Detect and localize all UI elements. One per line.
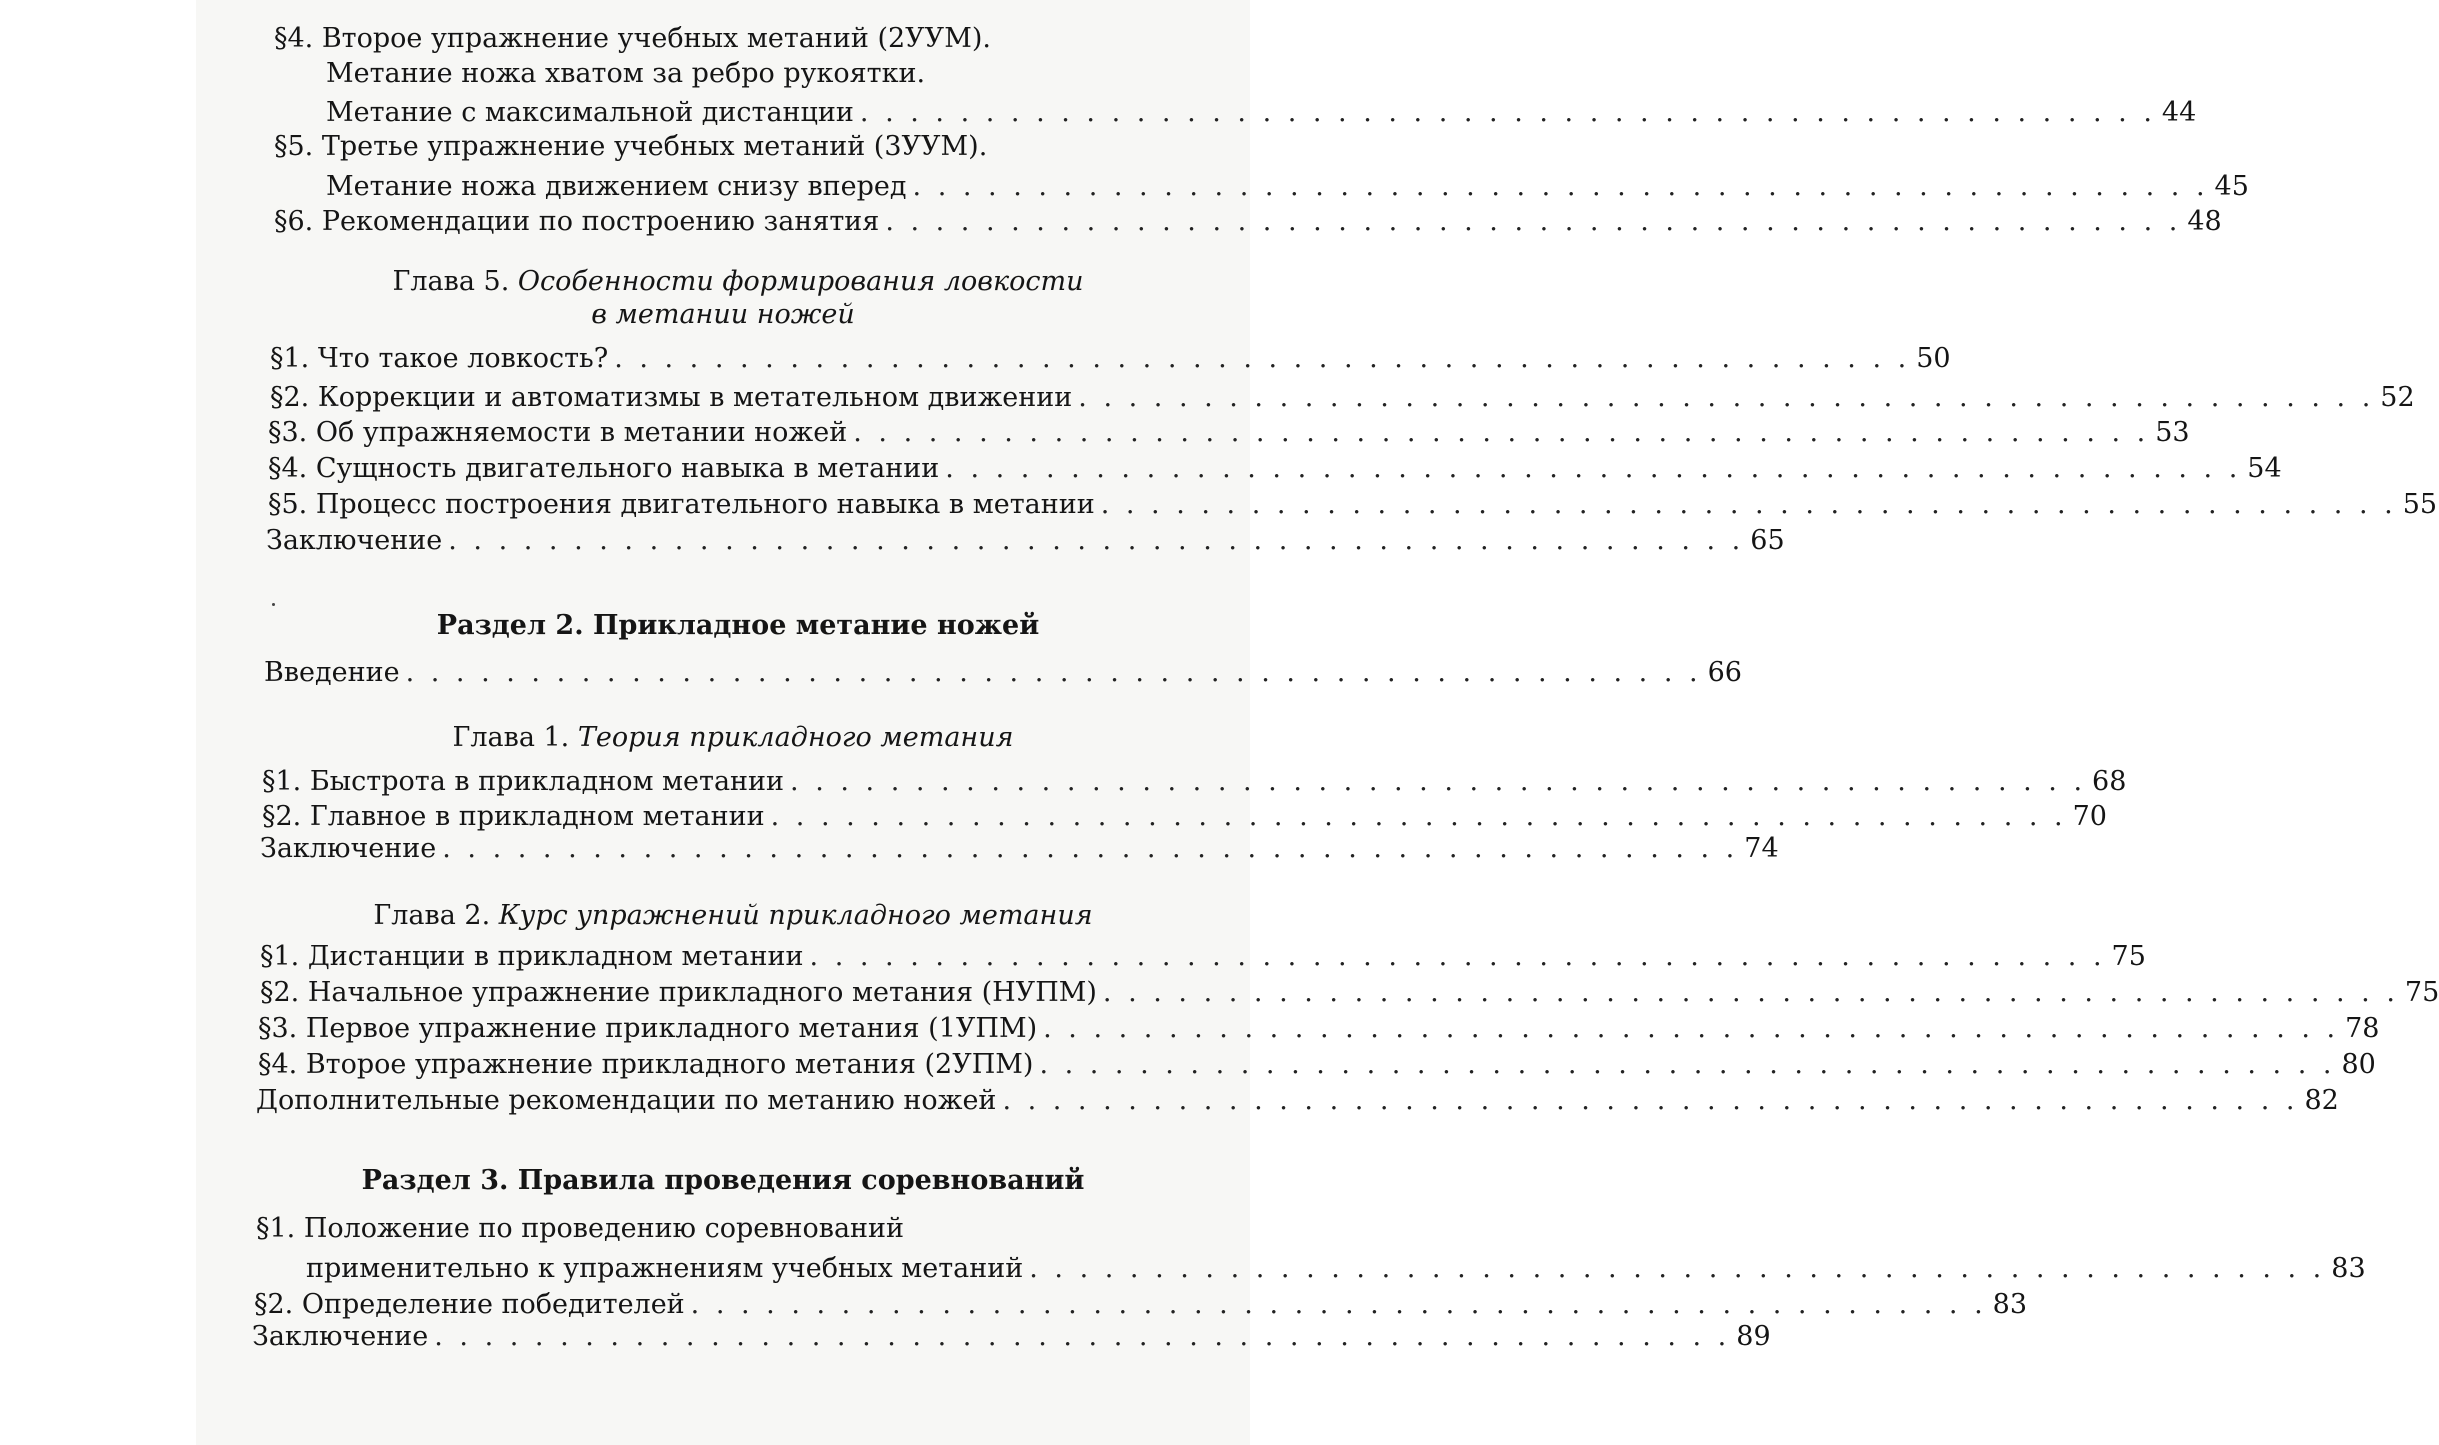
toc-entry	[268, 452, 2282, 486]
toc-entry	[260, 976, 2439, 1010]
toc-page-number: 70	[2072, 801, 2107, 832]
toc-entry-title: §4. Второе упражнение прикладного метания (2УПМ)	[258, 1049, 1034, 1080]
chapter-heading	[211, 265, 1265, 299]
book-page	[196, 0, 2439, 1445]
toc-entry-title: §1. Что такое ловкость?	[270, 343, 609, 374]
leader-dots: . . . . . . . . . . . . . . . . . . . . . . . . . . . . . . . . . . . . . . . . . . . . . . . . . . . .	[1043, 1013, 2340, 1044]
leader-dots: . . . . . . . . . . . . . . . . . . . . . . . . . . . . . . . . . . . . . . . . . . . . . . . . . . . .	[790, 766, 2087, 797]
leader-dots: . . . . . . . . . . . . . . . . . . . . . . . . . . . . . . . . . . . . . . . . . . . . . . . . . . . .	[1100, 489, 2397, 520]
toc-entry	[260, 832, 1779, 866]
toc-entry-line: Метание ножа хватом за ребро рукоятки.	[326, 58, 926, 89]
toc-page-number: 48	[2187, 206, 2222, 237]
toc-entry	[258, 1012, 2380, 1046]
leader-dots: . . . . . . . . . . . . . . . . . . . . . . . . . . . . . . . . . . . . . . . . . . . . . . . . . . . .	[859, 97, 2156, 128]
chapter-heading-line2	[196, 298, 1250, 332]
toc-entry	[268, 488, 2438, 522]
section-heading: Раздел 2. Прикладное метание ножей	[436, 610, 1040, 641]
toc-page-number: 50	[1916, 343, 1951, 374]
toc-entry-title: Заключение	[266, 525, 443, 556]
toc-entry-title: §4. Сущность двигательного навыка в метании	[268, 453, 940, 484]
toc-entry-title: применительно к упражнениям учебных метаний	[306, 1253, 1024, 1284]
leader-dots: . . . . . . . . . . . . . . . . . . . . . . . . . . . . . . . . . . . . . . . . . . . . . . . . . . . .	[434, 1321, 1731, 1352]
toc-page-number: 45	[2214, 171, 2249, 202]
toc-entry-title: §3. Об упражняемости в метании ножей	[268, 417, 848, 448]
toc-page-number: 89	[1736, 1321, 1771, 1352]
toc-entry	[274, 205, 2222, 239]
leader-dots: . . . . . . . . . . . . . . . . . . . . . . . . . . . . . . . . . . . . . . . . . . . . . . . . . . . .	[442, 833, 1739, 864]
toc-entry	[306, 1252, 2366, 1286]
leader-dots: . . . . . . . . . . . . . . . . . . . . . . . . . . . . . . . . . . . . . . . . . . . . . . . . . . . .	[853, 417, 2150, 448]
print-speck	[272, 603, 275, 606]
chapter-title: Особенности формирования ловкости	[517, 266, 1084, 297]
toc-entry-title: §2. Определение победителей	[254, 1289, 685, 1320]
toc-entry	[260, 940, 2146, 974]
chapter-title: Курс упражнений прикладного метания	[498, 900, 1093, 931]
chapter-title: Теория прикладного метания	[577, 722, 1014, 753]
toc-page-number: 44	[2161, 97, 2197, 128]
toc-entry-title: §1. Быстрота в прикладном метании	[262, 766, 785, 797]
toc-entry	[262, 765, 2127, 799]
toc-page-number: 83	[1992, 1289, 2028, 1320]
toc-page-number: 52	[2380, 382, 2415, 413]
toc-entry-title: §1. Дистанции в прикладном метании	[260, 941, 804, 972]
toc-entry	[268, 416, 2190, 450]
toc-page-number: 78	[2345, 1013, 2380, 1044]
chapter-prefix: Глава 5.	[392, 266, 510, 297]
toc-entry-line: §5. Третье упражнение учебных метаний (3УУМ).	[274, 131, 988, 162]
toc-entry-title: Метание ножа движением снизу вперед	[326, 171, 907, 202]
toc-entry	[262, 800, 2107, 834]
toc-entry	[258, 1048, 2376, 1082]
toc-entry	[252, 1320, 1771, 1354]
toc-entry	[264, 656, 1742, 690]
toc-entry-title: Заключение	[260, 833, 437, 864]
leader-dots: . . . . . . . . . . . . . . . . . . . . . . . . . . . . . . . . . . . . . . . . . . . . . . . . . . . .	[770, 801, 2067, 832]
chapter-heading	[206, 899, 1260, 933]
toc-page-number: 53	[2155, 417, 2190, 448]
leader-dots: . . . . . . . . . . . . . . . . . . . . . . . . . . . . . . . . . . . . . . . . . . . . . . . . . . . .	[1078, 382, 2375, 413]
toc-entry-line: §4. Второе упражнение учебных метаний (2УУМ).	[274, 23, 991, 54]
toc-entry-title: Заключение	[252, 1321, 429, 1352]
leader-dots: . . . . . . . . . . . . . . . . . . . . . . . . . . . . . . . . . . . . . . . . . . . . . . . . . . . .	[448, 525, 1745, 556]
toc-page-number: 80	[2341, 1049, 2376, 1080]
leader-dots: . . . . . . . . . . . . . . . . . . . . . . . . . . . . . . . . . . . . . . . . . . . . . . . . . . . .	[912, 171, 2209, 202]
toc-entry-line: §1. Положение по проведению соревнований	[256, 1213, 905, 1244]
toc-entry-title: Дополнительные рекомендации по метанию ножей	[256, 1085, 997, 1116]
toc-page-number: 68	[2092, 766, 2127, 797]
toc-entry	[254, 1288, 2028, 1322]
chapter-prefix: Глава 2.	[373, 900, 491, 931]
chapter-prefix: Глава 1.	[452, 722, 570, 753]
toc-entry-title: §6. Рекомендации по построению занятия	[274, 206, 880, 237]
chapter-title: в метании ножей	[591, 299, 855, 330]
toc-page-number: 66	[1707, 657, 1742, 688]
toc-page-number: 74	[1744, 833, 1779, 864]
toc-page-number: 83	[2331, 1253, 2366, 1284]
toc-entry-title: §2. Коррекции и автоматизмы в метательном движении	[270, 382, 1073, 413]
toc-entry	[256, 1084, 2339, 1118]
leader-dots: . . . . . . . . . . . . . . . . . . . . . . . . . . . . . . . . . . . . . . . . . . . . . . . . . . . .	[885, 206, 2182, 237]
toc-page-number: 75	[2111, 941, 2146, 972]
toc-entry	[326, 170, 2249, 204]
table-of-contents	[196, 0, 2439, 1445]
toc-entry-title: Метание с максимальной дистанции	[326, 97, 854, 128]
chapter-heading	[206, 721, 1260, 755]
leader-dots: . . . . . . . . . . . . . . . . . . . . . . . . . . . . . . . . . . . . . . . . . . . . . . . . . . . .	[945, 453, 2242, 484]
leader-dots: . . . . . . . . . . . . . . . . . . . . . . . . . . . . . . . . . . . . . . . . . . . . . . . . . . . .	[1029, 1253, 2326, 1284]
toc-entry	[270, 342, 1951, 376]
toc-entry-title: §2. Начальное упражнение прикладного метания (НУПМ)	[260, 977, 1097, 1008]
toc-entry	[326, 96, 2197, 130]
leader-dots: . . . . . . . . . . . . . . . . . . . . . . . . . . . . . . . . . . . . . . . . . . . . . . . . . . . .	[690, 1289, 1987, 1320]
toc-page-number: 75	[2404, 977, 2439, 1008]
leader-dots: . . . . . . . . . . . . . . . . . . . . . . . . . . . . . . . . . . . . . . . . . . . . . . . . . . . .	[1102, 977, 2399, 1008]
toc-entry	[266, 524, 1785, 558]
leader-dots: . . . . . . . . . . . . . . . . . . . . . . . . . . . . . . . . . . . . . . . . . . . . . . . . . . . .	[809, 941, 2106, 972]
toc-page-number: 82	[2304, 1085, 2339, 1116]
toc-entry-title: §5. Процесс построения двигательного навыка в метании	[268, 489, 1095, 520]
toc-page-number: 65	[1750, 525, 1785, 556]
toc-entry	[270, 381, 2415, 415]
leader-dots: . . . . . . . . . . . . . . . . . . . . . . . . . . . . . . . . . . . . . . . . . . . . . . . . . . . .	[614, 343, 1911, 374]
toc-entry-title: Введение	[264, 657, 400, 688]
leader-dots: . . . . . . . . . . . . . . . . . . . . . . . . . . . . . . . . . . . . . . . . . . . . . . . . . . . .	[1002, 1085, 2299, 1116]
toc-page-number: 54	[2247, 453, 2282, 484]
leader-dots: . . . . . . . . . . . . . . . . . . . . . . . . . . . . . . . . . . . . . . . . . . . . . . . . . . . .	[405, 657, 1702, 688]
leader-dots: . . . . . . . . . . . . . . . . . . . . . . . . . . . . . . . . . . . . . . . . . . . . . . . . . . . .	[1039, 1049, 2336, 1080]
toc-entry-title: §3. Первое упражнение прикладного метания (1УПМ)	[258, 1013, 1038, 1044]
section-heading: Раздел 3. Правила проведения соревнований	[361, 1165, 1085, 1196]
toc-entry-title: §2. Главное в прикладном метании	[262, 801, 765, 832]
toc-page-number: 55	[2402, 489, 2438, 520]
